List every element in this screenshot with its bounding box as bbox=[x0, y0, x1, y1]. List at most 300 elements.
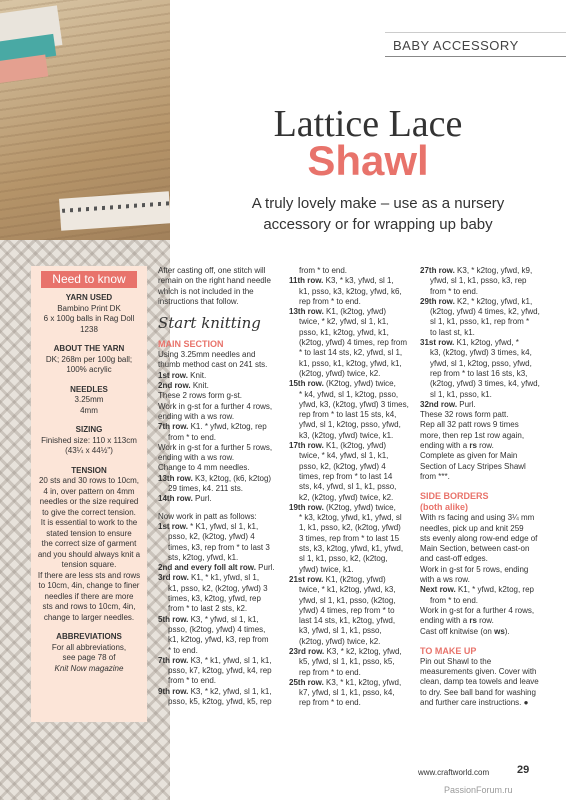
text-segment: K3, * k2, k2tog, yfwd, bbox=[324, 646, 402, 656]
text-line bbox=[289, 390, 419, 400]
text-segment: k1, psso, k3, k2tog, yfwd, k6, bbox=[299, 286, 402, 296]
text-line bbox=[420, 524, 555, 534]
text-segment: rep from * to end. bbox=[299, 296, 361, 306]
text-line bbox=[420, 441, 555, 451]
text-segment: Cast off knitwise (on bbox=[420, 626, 495, 636]
intro-line: After casting off, one stitch will bbox=[158, 266, 266, 275]
text-line bbox=[289, 359, 419, 369]
need-to-know-line: 3.25mm bbox=[74, 395, 104, 404]
start-knitting-heading: Start knitting bbox=[158, 314, 261, 333]
text-segment: from * to end. bbox=[430, 286, 479, 296]
text-line bbox=[158, 522, 293, 532]
need-to-know-line: to 10cm, 4in, change to finer bbox=[38, 581, 140, 590]
text-segment: K3, * k1, k2tog, yfwd, bbox=[323, 677, 402, 687]
text-segment: These 32 rows form patt. bbox=[420, 410, 509, 420]
text-segment: sts evenly along row-end edge of bbox=[420, 533, 538, 543]
need-to-know-line: Knit Now magazine bbox=[54, 663, 124, 673]
text-line bbox=[158, 553, 293, 563]
need-to-know-subheading: YARN USED bbox=[65, 293, 113, 302]
need-to-know-line: needles or the size required bbox=[39, 497, 139, 506]
text-segment: Work in g-st for a further 4 rows, bbox=[420, 605, 535, 615]
subtitle-line: accessory or for wrapping up baby bbox=[263, 216, 493, 233]
text-line bbox=[420, 513, 555, 523]
text-line bbox=[158, 635, 293, 645]
watermark: PassionForum.ru bbox=[444, 785, 513, 795]
text-line bbox=[158, 360, 293, 370]
text-line bbox=[420, 677, 555, 687]
text-segment: K1, (k2tog, yfwd) bbox=[323, 307, 387, 317]
need-to-know-line: the correct size of garment bbox=[41, 539, 137, 548]
need-to-know-line: Bambino Print DK bbox=[57, 303, 121, 313]
need-to-know-line: For all abbreviations, bbox=[51, 642, 127, 652]
text-segment: twice, * k2, yfwd, sl 1, k1, bbox=[299, 317, 389, 327]
text-segment: sl 1, k1, psso, k1, rep from * bbox=[430, 317, 530, 327]
text-line bbox=[289, 688, 419, 698]
text-line bbox=[420, 627, 555, 637]
text-segment: Main Section, between cast-on bbox=[420, 544, 530, 554]
text-segment: psso, k2, (k2tog, yfwd) 4 bbox=[299, 461, 386, 471]
text-segment: k1, k2tog, yfwd, k3, rep from bbox=[168, 635, 269, 645]
text-line bbox=[158, 443, 293, 453]
text-segment: and cast-off edges. bbox=[420, 554, 488, 564]
text-segment: With rs facing and using 3¼ mm bbox=[420, 513, 535, 523]
text-line bbox=[420, 575, 555, 585]
text-segment: sl 1, k1, psso, k2, (k2tog, bbox=[299, 554, 388, 564]
to-make-up-heading: TO MAKE UP bbox=[420, 645, 477, 656]
text-segment: K2, * k2tog, yfwd, k1, bbox=[454, 296, 533, 306]
text-segment: with a ws row. bbox=[420, 575, 470, 585]
bold-text: 19th row. bbox=[289, 502, 324, 512]
text-line bbox=[158, 594, 293, 604]
text-segment: to dry. See ball band for washing bbox=[420, 687, 536, 697]
text-segment: measurements given. Cover with bbox=[420, 667, 537, 677]
text-line bbox=[289, 328, 419, 338]
text-segment: K3, * k2tog, yfwd, k9, bbox=[454, 266, 533, 275]
text-segment: Work in g-st for a further 5 rows, bbox=[158, 442, 273, 452]
text-line bbox=[420, 688, 555, 698]
text-segment: row. bbox=[476, 616, 494, 626]
text-segment: Rep all 32 patt rows 9 times bbox=[420, 420, 519, 430]
text-segment: K3, * k3, yfwd, sl 1, bbox=[323, 276, 394, 286]
text-segment: 1, k1, psso, k2, (k2tog, yfwd) bbox=[299, 523, 401, 533]
bold-text: 29th row. bbox=[420, 296, 455, 306]
header-rule bbox=[385, 32, 566, 33]
text-line bbox=[158, 494, 293, 504]
text-line bbox=[420, 369, 555, 379]
text-line bbox=[289, 647, 419, 657]
text-line bbox=[420, 657, 555, 667]
text-line bbox=[158, 697, 293, 707]
text-line bbox=[289, 266, 419, 276]
text-segment: K1. * yfwd, k2tog, rep bbox=[188, 422, 267, 432]
bold-text: 7th row. bbox=[158, 422, 189, 432]
text-segment: yfwd, sl 1, k1, psso, k3, rep bbox=[430, 276, 527, 286]
need-to-know-line: change to larger needles. bbox=[43, 612, 135, 622]
text-segment: ending with a ws row. bbox=[158, 411, 235, 421]
text-line bbox=[289, 379, 419, 389]
text-line bbox=[420, 307, 555, 317]
text-segment: k5, yfwd, sl 1, k1, psso, k5, bbox=[299, 657, 395, 667]
need-to-know-heading: Need to know bbox=[41, 271, 137, 288]
text-segment: yfwd, k3, (k2tog, yfwd) 3 times, bbox=[299, 399, 409, 409]
text-segment: rep from * to last 16 sts, k3, bbox=[430, 368, 528, 378]
side-borders-heading: SIDE BORDERS bbox=[420, 491, 489, 502]
text-segment: K1, * yfwd, k2tog, rep bbox=[455, 585, 534, 595]
text-line bbox=[158, 433, 293, 443]
text-line bbox=[420, 297, 555, 307]
text-line bbox=[420, 338, 555, 348]
text-line bbox=[420, 400, 555, 410]
text-segment: * k3, k2tog, yfwd, k1, yfwd, sl bbox=[299, 513, 402, 523]
main-section-heading: MAIN SECTION bbox=[158, 339, 224, 350]
text-segment: yfwd) twice, k1. bbox=[299, 564, 354, 574]
need-to-know-body bbox=[31, 293, 147, 674]
intro-line: remain on the right hand needle bbox=[158, 276, 271, 286]
bold-text: 1st row. bbox=[158, 370, 188, 380]
text-line bbox=[158, 453, 293, 463]
text-segment: Section of Lacy Stripes Shawl bbox=[420, 461, 526, 471]
text-segment: psso, k2, (k2tog, yfwd) 4 bbox=[168, 532, 255, 542]
text-segment: twice, * k1, k2tog, yfwd, k3, bbox=[299, 585, 396, 595]
text-segment: K3, * k1, yfwd, sl 1, k1, bbox=[188, 655, 272, 665]
text-line bbox=[420, 420, 555, 430]
bold-text: 25th row. bbox=[289, 677, 324, 687]
text-line bbox=[420, 379, 555, 389]
bold-text: 9th row. bbox=[158, 686, 189, 696]
text-segment: K3, * k2, yfwd, sl 1, k1, bbox=[188, 686, 272, 696]
text-line bbox=[158, 584, 293, 594]
text-line bbox=[289, 472, 419, 482]
need-to-know-line: 100% acrylic bbox=[66, 365, 112, 374]
text-line bbox=[158, 484, 293, 494]
footer-url[interactable]: www.craftworld.com bbox=[418, 768, 490, 777]
bold-text: 5th row. bbox=[158, 614, 189, 624]
need-to-know-line: (43¼ x 44½") bbox=[65, 446, 113, 455]
text-line bbox=[289, 287, 419, 297]
text-segment: (k2tog, yfwd) 4 times, k2, yfwd, bbox=[430, 307, 540, 317]
text-segment: Knit. bbox=[187, 370, 207, 380]
text-segment: ending with a bbox=[420, 441, 470, 451]
bold-text: 27th row. bbox=[420, 266, 455, 275]
text-line bbox=[289, 431, 419, 441]
need-to-know-line: to give the correct tension. bbox=[42, 507, 136, 517]
text-line bbox=[420, 390, 555, 400]
bold-text: rs bbox=[469, 441, 477, 451]
text-segment: 29 times, k4. 211 sts. bbox=[168, 484, 243, 494]
text-segment: more, then rep 1st row again, bbox=[420, 430, 525, 440]
text-segment: row. bbox=[476, 441, 494, 451]
text-line bbox=[158, 422, 293, 432]
text-line bbox=[158, 676, 293, 686]
text-segment: times, k3, rep from * to last 3 bbox=[168, 542, 270, 552]
bold-text: 32nd row. bbox=[420, 399, 458, 409]
text-line bbox=[289, 668, 419, 678]
text-segment: k3, (k2tog, yfwd) twice, k1. bbox=[299, 430, 394, 440]
text-line bbox=[158, 625, 293, 635]
intro-line: instructions that follow. bbox=[158, 296, 239, 306]
need-to-know-line: If there are less sts and rows bbox=[37, 570, 141, 580]
text-segment: K3, * yfwd, sl 1, k1, bbox=[188, 614, 259, 624]
text-line bbox=[420, 348, 555, 358]
text-line bbox=[420, 287, 555, 297]
need-to-know-subheading: ABBREVIATIONS bbox=[56, 632, 122, 641]
text-segment: Change to 4 mm needles. bbox=[158, 463, 250, 473]
text-segment: k3, (k2tog, yfwd) 3 times, k4, bbox=[430, 348, 532, 358]
text-segment: from * to end. bbox=[430, 595, 479, 605]
text-segment: (k2tog, yfwd) twice, k2. bbox=[299, 636, 381, 646]
need-to-know-line: 4 in, over pattern on 4mm bbox=[43, 486, 135, 496]
text-line bbox=[289, 420, 419, 430]
bold-text: 13th row. bbox=[289, 307, 324, 317]
text-segment: thumb method cast on 241 sts. bbox=[158, 360, 268, 370]
text-segment: from * to end. bbox=[299, 266, 348, 275]
text-segment: rep from * to end. bbox=[299, 667, 361, 677]
text-line bbox=[289, 544, 419, 554]
text-line bbox=[158, 646, 293, 656]
text-segment: yfwd) 4 times, rep from * to bbox=[299, 605, 395, 615]
text-segment: K1, * k1, yfwd, sl 1, bbox=[188, 573, 260, 583]
text-line bbox=[289, 616, 419, 626]
bold-text: 11th row. bbox=[289, 276, 324, 286]
subtitle bbox=[190, 193, 566, 235]
text-line bbox=[158, 474, 293, 484]
bold-text: 23rd row. bbox=[289, 646, 325, 656]
text-segment: * K1, yfwd, sl 1, k1, bbox=[187, 521, 259, 531]
intro-line: which is not included in the bbox=[158, 286, 254, 296]
text-line bbox=[289, 400, 419, 410]
text-segment: These 2 rows form g-st. bbox=[158, 391, 243, 401]
text-line bbox=[420, 276, 555, 286]
need-to-know-line: 6 x 100g balls in Rag Doll bbox=[43, 314, 135, 323]
text-line bbox=[289, 585, 419, 595]
subtitle-line: A truly lovely make – use as a nursery bbox=[251, 195, 505, 212]
text-segment: needles, pick up and knit 259 bbox=[420, 523, 524, 533]
bold-text: 7th row. bbox=[158, 655, 189, 665]
text-line bbox=[420, 698, 555, 708]
text-segment: K3, k2tog, (k6, k2tog) bbox=[192, 473, 272, 483]
text-segment: k3, yfwd, sl 1, k1, psso, bbox=[299, 626, 382, 636]
text-segment: K1, (k2tog, yfwd) bbox=[323, 441, 387, 451]
text-segment: K1, (k2tog, yfwd) bbox=[323, 574, 386, 584]
text-line bbox=[420, 565, 555, 575]
text-line bbox=[420, 596, 555, 606]
text-segment: * to last 14 sts, k2, yfwd, sl 1, bbox=[299, 348, 403, 358]
text-segment: * to end. bbox=[168, 645, 198, 655]
text-segment: from * to end. bbox=[168, 676, 217, 686]
text-segment: psso, (k2tog, yfwd) 4 times, bbox=[168, 624, 266, 634]
text-segment: Pin out Shawl to the bbox=[420, 656, 492, 666]
text-line bbox=[289, 348, 419, 358]
text-segment: Purl. bbox=[192, 494, 212, 504]
text-line bbox=[420, 431, 555, 441]
column-2 bbox=[289, 266, 419, 709]
text-segment: sts, k4, yfwd, sl 1, k1, psso, bbox=[299, 482, 397, 492]
need-to-know-line: 1238 bbox=[80, 324, 98, 334]
text-line bbox=[420, 462, 555, 472]
text-line bbox=[420, 359, 555, 369]
text-line bbox=[420, 410, 555, 420]
text-segment: Work in g-st for 5 rows, ending bbox=[420, 564, 529, 574]
text-line bbox=[289, 606, 419, 616]
text-segment: from * to end. bbox=[168, 432, 217, 442]
side-borders-subheading: (both alike) bbox=[420, 502, 469, 513]
text-line bbox=[158, 615, 293, 625]
text-segment: (k2tog, yfwd) 3 times, k4, yfwd, bbox=[430, 379, 540, 389]
need-to-know-subheading: SIZING bbox=[75, 425, 103, 434]
text-segment: and further care instructions. ● bbox=[420, 697, 529, 707]
bold-text: 14th row. bbox=[158, 494, 193, 504]
text-segment: times, rep from * to last 14 bbox=[299, 471, 393, 481]
section-label: BABY ACCESSORY bbox=[393, 38, 519, 53]
text-segment: Using 3.25mm needles and bbox=[158, 350, 256, 360]
text-segment: ending with a ws row. bbox=[158, 453, 235, 463]
text-line bbox=[158, 371, 293, 381]
text-segment: sl 1, k1, psso, k1. bbox=[430, 389, 492, 399]
bold-text: 2nd and every foll alt row. bbox=[158, 563, 256, 573]
text-line bbox=[289, 637, 419, 647]
header-rule bbox=[385, 56, 566, 57]
text-segment: Purl. bbox=[457, 399, 476, 409]
text-line bbox=[420, 667, 555, 677]
text-segment: yfwd, sl 1, k2tog, psso, yfwd, bbox=[430, 358, 532, 368]
text-segment: clean, damp tea towels and leave bbox=[420, 677, 539, 687]
text-line bbox=[158, 391, 293, 401]
text-segment: k1, psso, k2, (k2tog, yfwd) 3 bbox=[168, 583, 268, 593]
need-to-know-line: It is essential to work to the bbox=[40, 518, 138, 527]
need-to-know-line: sts and rows to 10cm, 4in, bbox=[42, 602, 136, 611]
text-line bbox=[158, 512, 293, 522]
bold-text: 31st row. bbox=[420, 338, 455, 348]
text-line bbox=[158, 656, 293, 666]
text-line bbox=[420, 472, 555, 482]
text-segment: times, k3, k2tog, yfwd, rep bbox=[168, 594, 261, 604]
bold-text: Next row. bbox=[420, 585, 456, 595]
text-line bbox=[289, 523, 419, 533]
text-line bbox=[289, 626, 419, 636]
text-line bbox=[158, 573, 293, 583]
need-to-know-line: Finished size: 110 x 113cm bbox=[41, 435, 137, 445]
text-line bbox=[289, 534, 419, 544]
text-line bbox=[420, 606, 555, 616]
text-segment: yfwd, sl 1, k1, psso, (k2tog, bbox=[299, 595, 396, 605]
text-line bbox=[158, 563, 293, 573]
text-line bbox=[289, 503, 419, 513]
text-line bbox=[420, 317, 555, 327]
text-line bbox=[289, 451, 419, 461]
text-line bbox=[420, 616, 555, 626]
text-segment: rep from * to end. bbox=[299, 698, 361, 708]
text-segment: psso, k1, k2tog, yfwd, k1, bbox=[299, 327, 389, 337]
bold-text: 15th row. bbox=[289, 379, 324, 389]
text-line bbox=[289, 596, 419, 606]
text-line bbox=[158, 412, 293, 422]
text-segment: * k4, yfwd, sl 1, k2tog, psso, bbox=[299, 389, 399, 399]
text-segment: psso, k5, k2tog, yfwd, k5, rep bbox=[168, 696, 272, 706]
text-segment: (K2tog, yfwd) twice, bbox=[323, 379, 396, 389]
need-to-know-line: DK; 268m per 100g ball; bbox=[45, 354, 133, 364]
text-line bbox=[158, 350, 293, 360]
text-line bbox=[289, 297, 419, 307]
need-to-know-line: stated tension to ensure bbox=[46, 528, 132, 538]
text-line bbox=[158, 532, 293, 542]
title-line-1: Lattice Lace bbox=[273, 103, 463, 145]
need-to-know-subheading: NEEDLES bbox=[70, 384, 108, 394]
bold-text: 2nd row. bbox=[158, 381, 191, 391]
text-segment: k7, yfwd, sl 1, k1, psso, k4, bbox=[299, 688, 395, 698]
text-segment: (k2tog, yfwd) twice, k2. bbox=[299, 368, 381, 378]
need-to-know-subheading: TENSION bbox=[71, 465, 107, 475]
text-segment: k1, psso, k1, k2tog, yfwd, k1, bbox=[299, 358, 402, 368]
bold-text: rs bbox=[469, 616, 477, 626]
text-line bbox=[158, 381, 293, 391]
text-line bbox=[420, 451, 555, 461]
need-to-know-line: see page 78 of bbox=[62, 653, 116, 662]
bold-text: 3rd row. bbox=[158, 573, 189, 583]
need-to-know-subheading: ABOUT THE YARN bbox=[53, 344, 125, 353]
text-line bbox=[289, 554, 419, 564]
text-line bbox=[289, 678, 419, 688]
text-line bbox=[289, 369, 419, 379]
text-line bbox=[158, 687, 293, 697]
text-segment: twice, * k4, yfwd, sl 1, k1, bbox=[299, 451, 389, 461]
text-segment: K1, k2tog, yfwd, * bbox=[454, 338, 519, 348]
spacer bbox=[158, 505, 293, 512]
bold-text: 21st row. bbox=[289, 574, 324, 584]
text-line bbox=[420, 585, 555, 595]
text-segment: (K2tog, yfwd) twice, bbox=[323, 502, 396, 512]
bold-text: ws bbox=[494, 626, 505, 636]
text-segment: yfwd, sl 1, k2tog, psso, yfwd, bbox=[299, 420, 401, 430]
text-line bbox=[289, 565, 419, 575]
text-line bbox=[289, 493, 419, 503]
text-segment: ending with a bbox=[420, 616, 470, 626]
text-segment: to last st, k1. bbox=[430, 327, 475, 337]
text-line bbox=[289, 317, 419, 327]
text-segment: Purl. bbox=[255, 563, 275, 573]
text-segment: (k2tog, yfwd) 4 times, rep from bbox=[299, 338, 408, 348]
text-segment: psso, k7, k2tog, yfwd, k4, rep bbox=[168, 666, 272, 676]
text-line bbox=[289, 575, 419, 585]
need-to-know-line: and you should always knit a bbox=[37, 549, 141, 559]
text-line bbox=[420, 554, 555, 564]
text-line bbox=[289, 276, 419, 286]
bold-text: 17th row. bbox=[289, 441, 324, 451]
column-3 bbox=[420, 266, 555, 708]
page-number: 29 bbox=[517, 764, 530, 776]
text-segment: rep from * to last 15 sts, k4, bbox=[299, 410, 397, 420]
text-segment: k2, (k2tog, yfwd) twice, k2. bbox=[299, 492, 394, 502]
text-line bbox=[289, 482, 419, 492]
text-line bbox=[289, 657, 419, 667]
text-line bbox=[289, 462, 419, 472]
text-segment: Now work in patt as follows: bbox=[158, 511, 257, 521]
bold-text: 13th row. bbox=[158, 473, 193, 483]
need-to-know-line: tension square. bbox=[61, 560, 117, 569]
text-line bbox=[158, 604, 293, 614]
text-segment: from ***. bbox=[420, 471, 450, 481]
text-segment: Work in g-st for a further 4 rows, bbox=[158, 401, 273, 411]
text-line bbox=[420, 534, 555, 544]
text-line bbox=[289, 410, 419, 420]
text-line bbox=[289, 513, 419, 523]
text-line bbox=[420, 544, 555, 554]
need-to-know-line: 20 sts and 30 rows to 10cm, bbox=[38, 476, 140, 485]
text-line bbox=[289, 338, 419, 348]
text-segment: Complete as given for Main bbox=[420, 451, 518, 461]
text-line bbox=[289, 441, 419, 451]
text-segment: 3 times, rep from * to last 15 bbox=[299, 533, 400, 543]
text-segment: Knit. bbox=[190, 381, 209, 391]
